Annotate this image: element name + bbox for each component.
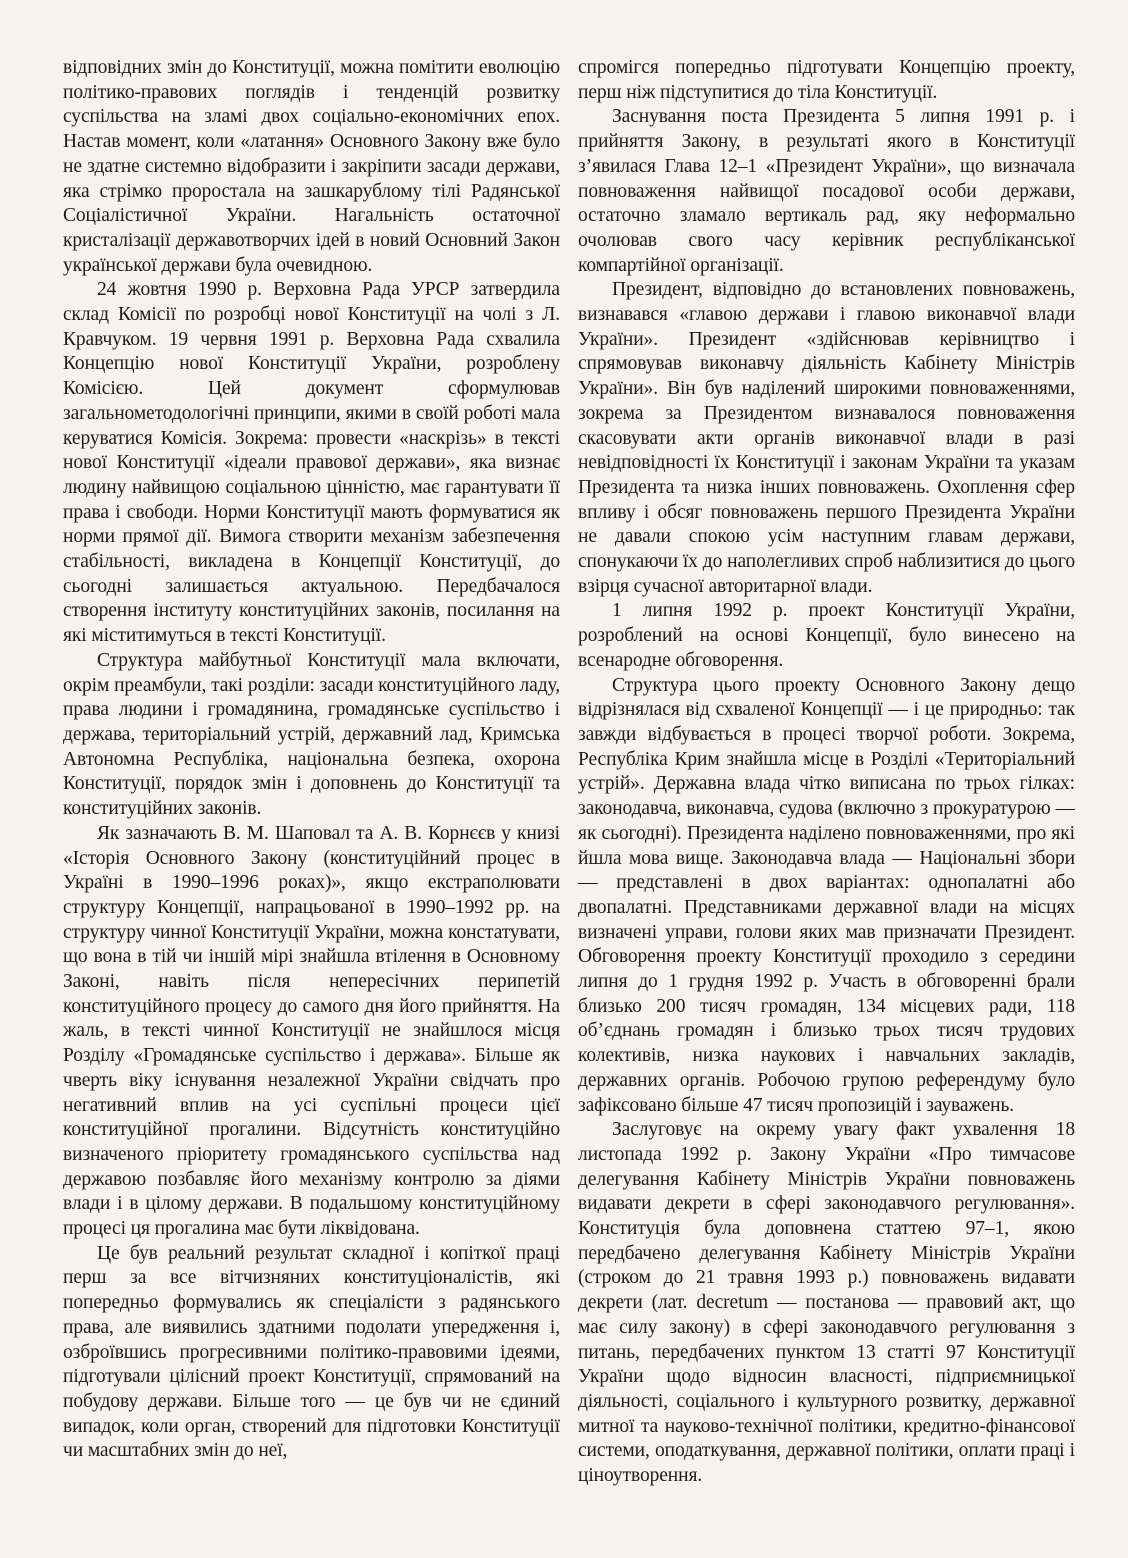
paragraph: 24 жовтня 1990 р. Верховна Рада УРСР затвердила склад Комісії по розробці нової Конституції на чолі з Л. Кравчуком. 19 червня 1991 р. Верховна Рада схвалила Концепцію нової Конституції України, розроблену Комісією. Цей документ сформулював загальнометодологічні принципи, якими в своїй роботі мала керуватися Комісія. Зокрема: провести «наскрізь» в тексті нової Конституції «ідеали правової держави», яка визнає людину найвищою соціальною цінністю, має гарантувати її права і свободи. Норми Конституції мають формуватися як норми прямої дії. Вимога створити механізм забезпечення стабільності, викладена в Концепції Конституції, до сьогодні залишається актуальною. Передбачалося створення інституту конституційних законів, посилання на які міститимуться в тексті Конституції. bbox=[63, 279, 560, 647]
paragraph: Заслуговує на окрему увагу факт ухвалення 18 листопада 1992 р. Закону України «Про тимчасове делегування Кабінету Міністрів України повноважень видавати декрети в сфері законодавчого регулювання». Конституція була доповнена статтею 97–1, якою передбачено делегування Кабінету Міністрів України (строком до 21 травня 1993 р.) повноважень видавати декрети (лат. decretum — постанова — правовий акт, що має силу закону) в сфері законодавчого регулювання з питань, передбачених пунктом 13 статті 97 Конституції України щодо відносин власності, підприємницької діяльності, соціального і культурного розвитку, державної митної та науково-технічної політики, кредитно-фінансової системи, оподаткування, державної політики, оплати праці і ціноутворення. bbox=[578, 1119, 1075, 1487]
paragraph: Президент, відповідно до встановлених повноважень, визнавався «главою держави і главою виконавчої влади України». Президент «здійснював керівництво і спрямовував виконавчу діяльність Кабінету Міністрів України». Він був наділений широкими повноваженнями, зокрема за Президентом визнавалося повноваження скасовувати акти органів виконавчої влади в разі невідповідності їх Конституції і законам України та указам Президента та низка інших повноважень. Охоплення сфер впливу і обсяг повноважень першого Президента України не давали спокою усім наступним главам держави, спонукаючи їх до наполегливих спроб наблизитися до цього взірця сучасної авторитарної влади. bbox=[578, 279, 1075, 597]
left-column bbox=[63, 56, 560, 1548]
paragraph: Структура майбутньої Конституції мала включати, окрім преамбули, такі розділи: засади конституційного ладу, права людини і громадянина, громадянське суспільство і держава, територіальний устрій, державний лад, Кримська Автономна Республіка, національна безпека, охорона Конституції, порядок змін і доповнень до Конституції та конституційних законів. bbox=[63, 649, 560, 820]
paragraph: 1 липня 1992 р. проект Конституції України, розроблений на основі Концепції, було винесено на всенародне обговорення. bbox=[578, 600, 1075, 671]
paragraph: Заснування поста Президента 5 липня 1991 р. і прийняття Закону, в результаті якого в Конституції з’явилася Глава 12–1 «Президент України», що визначала повноваження найвищої посадової особи держави, остаточно зламало вертикаль рад, яку неформально очолював свого часу керівник республіканської компартійної організації. bbox=[578, 106, 1075, 276]
right-column bbox=[578, 56, 1075, 1548]
paragraph: Як зазначають В. М. Шаповал та А. В. Корнєєв у книзі «Історія Основного Закону (конституційний процес в Україні в 1990–1996 роках)», якщо екстраполювати структуру Концепції, напрацьованої в 1990–1992 рр. на структуру чинної Конституції України, можна констатувати, що вона в тій чи іншій мірі знайшла втілення в Основному Законі, навіть після непересічних перипетій конституційного процесу до самого дня його прийняття. На жаль, в тексті чинної Конституції не знайшлося місця Розділу «Громадянське суспільство і держава». Більше як чверть віку існування незалежної України свідчать про негативний вплив на усі суспільні процеси цієї конституційної прогалини. Відсутність конституційно визначеного пріоритету громадянського суспільства над державою позбавляє його механізму контролю за діями влади і в цілому держави. В подальшому конституційному процесі ця прогалина має бути ліквідована. bbox=[63, 822, 560, 1240]
paragraph: Це був реальний результат складної і копіткої праці перш за все вітчизняних конституціоналістів, які попередньо формувались як спеціалісти з радянського права, але виявились здатними подолати упередження і, озброївшись прогресивними політико-правовими ідеями, підготували цілісний проект Конституції, спрямований на побудову держави. Більше того — це був чи не єдиний випадок, коли орган, створений для підготовки Конституції чи масштабних змін до неї, bbox=[63, 1242, 560, 1462]
paragraph: Структура цього проекту Основного Закону дещо відрізнялася від схваленої Концепції — і це природньо: так завжди відбувається в процесі творчої роботи. Зокрема, Республіка Крим знайшла місце в Розділі «Територіальний устрій». Державна влада чітко виписана по трьох гілках: законодавча, виконавча, судова (включно з прокуратурою — як сьогодні). Президента наділено повноваженнями, про які йшла мова вище. Законодавча влада — Національні збори — представлені в двох варіантах: однопалатні або двопалатні. Представниками державної влади на місцях визначені управи, голови яких мав призначати Президент. Обговорення проекту Конституції проходило з середини липня до 1 грудня 1992 р. Участь в обговоренні брали близько 200 тисяч громадян, 134 місцевих ради, 118 об’єднань громадян і близько трьох тисяч трудових колективів, низка наукових і навчальних закладів, державних органів. Робочою групою референдуму було зафіксовано більше 47 тисяч пропозицій і зауважень. bbox=[578, 674, 1075, 1116]
paragraph: спромігся попередньо підготувати Концепцію проекту, перш ніж підступитися до тіла Конституції. bbox=[578, 57, 1075, 103]
paragraph: відповідних змін до Конституції, можна помітити еволюцію політико-правових поглядів і тенденцій розвитку суспільства на зламі двох соціально-економічних епох. Настав момент, коли «латання» Основного Закону вже було не здатне системно відобразити і закріпити засади держави, яка стрімко проростала на зашкарублому тілі Радянської Соціалістичної України. Нагальність остаточної кристалізації державотворчих ідей в новий Основний Закон української держави була очевидною. bbox=[63, 57, 560, 276]
